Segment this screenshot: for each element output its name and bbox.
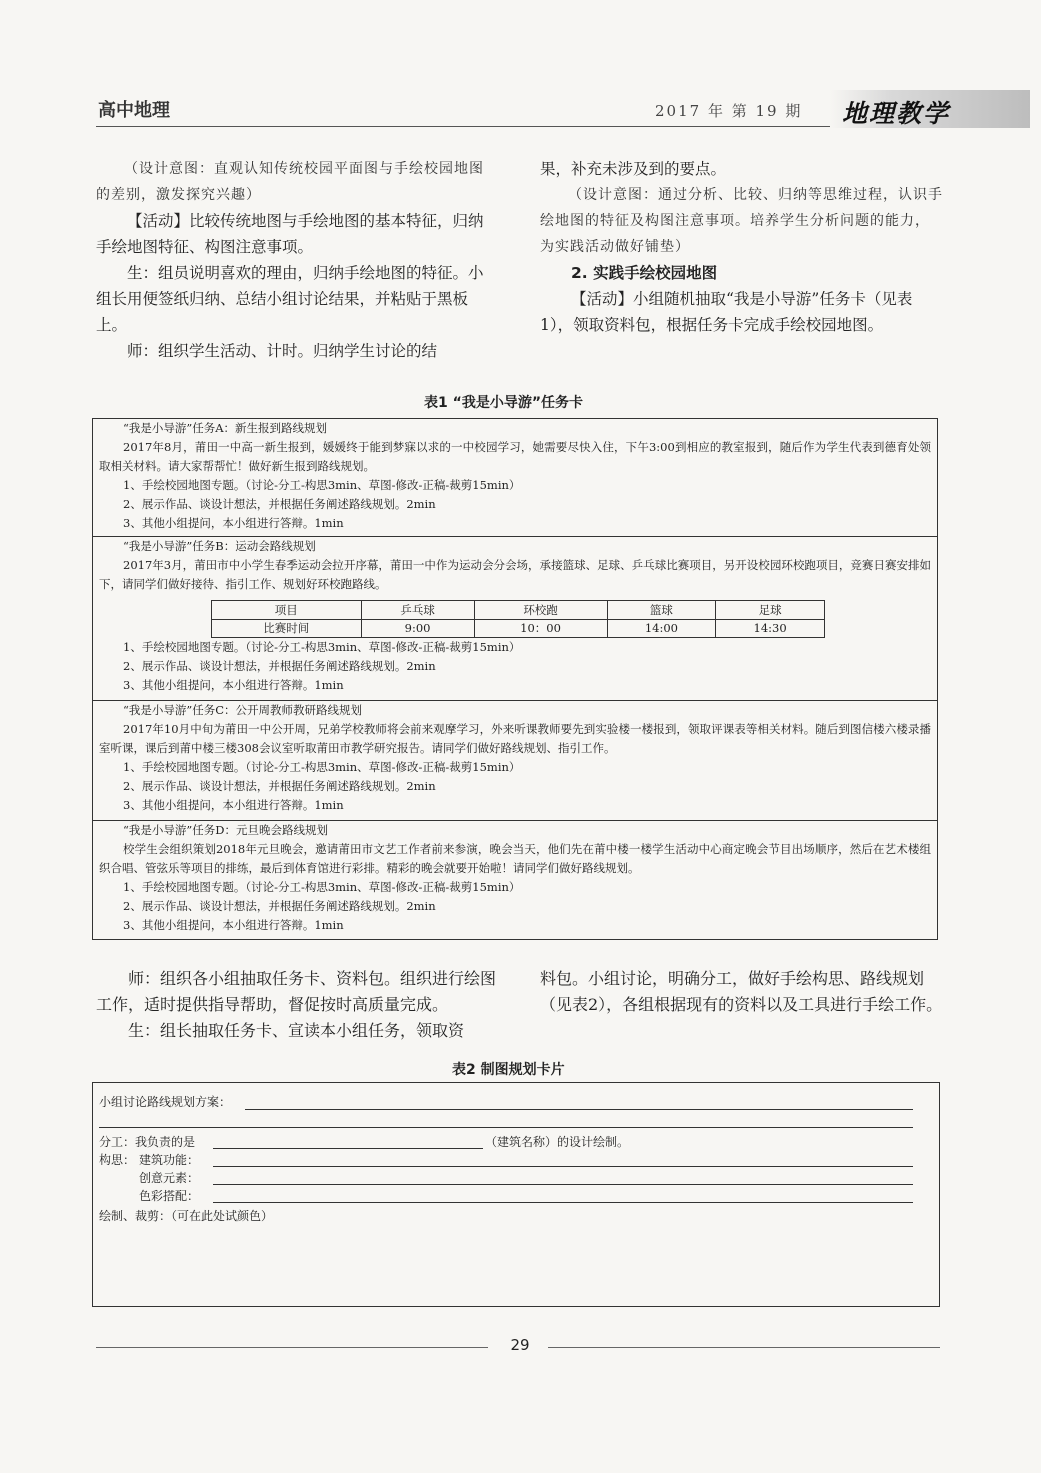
schedule-cell: 环校跑 bbox=[474, 601, 607, 620]
table1-title: 表1 “我是小导游”任务卡 bbox=[424, 395, 584, 411]
task-step: 1、手绘校园地图专题。（讨论-分工-构思3min、草图-修改-正稿-裁剪15min） bbox=[123, 478, 521, 492]
teacher-paragraph: 师：组织学生活动、计时。归纳学生讨论的结 bbox=[127, 342, 438, 360]
left-column-bottom bbox=[96, 966, 502, 1044]
schedule-cell: 9:00 bbox=[361, 619, 474, 638]
right-column-bottom bbox=[540, 966, 944, 1018]
schedule-row-times bbox=[212, 619, 825, 638]
task-card-c bbox=[93, 701, 937, 821]
paragraph-continued: 料包。小组讨论，明确分工，做好手绘构思、路线规划（见表2），各组根据现有的资料以及工具进行手绘工作。 bbox=[540, 969, 943, 1014]
task-card-b bbox=[93, 537, 937, 701]
task-step: 3、其他小组提问，本小组进行答辩。1min bbox=[123, 798, 344, 812]
design-intent: （设计意图：通过分析、比较、归纳等思维过程，认识手绘地图的特征及构图注意事项。培养学生分析问题的能力，为实践活动做好铺垫） bbox=[540, 187, 943, 255]
task-step: 2、展示作品、谈设计想法，并根据任务阐述路线规划。2min bbox=[123, 497, 436, 511]
schedule-cell: 10：00 bbox=[474, 619, 607, 638]
student-paragraph: 生：组长抽取任务卡、宣读本小组任务，领取资 bbox=[128, 1021, 465, 1040]
teacher-paragraph: 师：组织各小组抽取任务卡、资料包。组织进行绘图工作，适时提供指导帮助，督促按时高质量完成。 bbox=[96, 969, 497, 1014]
section-heading: 2. 实践手绘校园地图 bbox=[571, 264, 718, 282]
header-rule bbox=[96, 126, 830, 127]
task-card-d bbox=[93, 821, 937, 941]
issue-number: 2017 年 第 19 期 bbox=[655, 102, 803, 120]
concept-creative-line bbox=[213, 1184, 913, 1185]
journal-logo bbox=[830, 90, 1030, 128]
activity-paragraph: 【活动】比较传统地图与手绘地图的基本特征，归纳手绘地图特征、构图注意事项。 bbox=[96, 212, 484, 256]
schedule-row-events bbox=[212, 601, 825, 620]
schedule-cell: 乒乓球 bbox=[361, 601, 474, 620]
task-step: 3、其他小组提问，本小组进行答辩。1min bbox=[123, 918, 344, 932]
schedule-cell: 14:00 bbox=[607, 619, 716, 638]
concept-label: 构思： bbox=[99, 1153, 136, 1167]
schedule-cell: 比赛时间 bbox=[212, 619, 362, 638]
task-step: 1、手绘校园地图专题。（讨论-分工-构思3min、草图-修改-正稿-裁剪15min） bbox=[123, 880, 521, 894]
task-description: 2017年3月，莆田市中小学生春季运动会拉开序幕，莆田一中作为运动会分会场，承接篮球、足球、乒乓球比赛项目，另开设校园环校跑项目，竞赛日赛安排如下，请同学们做好接待、指引工作、规划好环校跑路线。 bbox=[99, 558, 931, 591]
task-heading: “我是小导游”任务B：运动会路线规划 bbox=[123, 539, 316, 553]
student-paragraph: 生：组员说明喜欢的理由，归纳手绘地图的特征。小组长用便签纸归纳、总结小组讨论结果，并粘贴于黑板上。 bbox=[96, 264, 484, 334]
task-step: 2、展示作品、谈设计想法，并根据任务阐述路线规划。2min bbox=[123, 899, 436, 913]
division-label: 分工：我负责的是 bbox=[99, 1135, 196, 1149]
task-step: 1、手绘校园地图专题。（讨论-分工-构思3min、草图-修改-正稿-裁剪15min） bbox=[123, 640, 521, 654]
activity-paragraph: 【活动】小组随机抽取“我是小导游”任务卡（见表1），领取资料包，根据任务卡完成手绘校园地图。 bbox=[540, 290, 913, 334]
task-step: 2、展示作品、谈设计想法，并根据任务阐述路线规划。2min bbox=[123, 779, 436, 793]
task-description: 2017年10月中旬为莆田一中公开周，兄弟学校教师将会前来观摩学习，外来听课教师要先到实验楼一楼报到，领取评课表等相关材料。随后到图信楼六楼录播室听课，课后到莆中楼三楼308会议室听取莆田市教学研究报告。请同学们做好路线规划、指引工作。 bbox=[99, 722, 931, 755]
concept-color-line bbox=[213, 1202, 913, 1203]
concept-function-line bbox=[213, 1166, 913, 1167]
task-step: 3、其他小组提问，本小组进行答辩。1min bbox=[123, 678, 344, 692]
table2-title: 表2 制图规划卡片 bbox=[452, 1062, 565, 1078]
journal-section: 高中地理 bbox=[98, 100, 170, 121]
building-name-line bbox=[213, 1148, 483, 1149]
task-step: 1、手绘校园地图专题。（讨论-分工-构思3min、草图-修改-正稿-裁剪15min） bbox=[123, 760, 521, 774]
route-plan-label: 小组讨论路线规划方案： bbox=[99, 1095, 232, 1109]
division-suffix: （建筑名称）的设计绘制。 bbox=[485, 1135, 630, 1149]
task-heading: “我是小导游”任务A：新生报到路线规划 bbox=[123, 421, 328, 435]
schedule-cell: 14:30 bbox=[716, 619, 825, 638]
planning-card-table bbox=[92, 1082, 940, 1307]
task-description: 2017年8月，莆田一中高一新生报到，媛媛终于能到梦寐以求的一中校园学习，她需要尽快入住，下午3:00到相应的教室报到，随后作为学生代表到德育处领取相关材料。请大家帮帮忙！做好新生报到路线规划。 bbox=[99, 440, 931, 473]
match-schedule-table bbox=[211, 600, 825, 638]
concept-function-label: 建筑功能： bbox=[139, 1153, 200, 1167]
left-column-top bbox=[96, 156, 498, 364]
task-card-a bbox=[93, 419, 937, 537]
footer-rule-left bbox=[96, 1347, 488, 1348]
route-plan-line-2 bbox=[99, 1127, 913, 1128]
design-intent: （设计意图：直观认知传统校园平面图与手绘校园地图的差别，激发探究兴趣） bbox=[96, 161, 484, 203]
task-description: 校学生会组织策划2018年元旦晚会，邀请莆田市文艺工作者前来参演，晚会当天，他们先在莆中楼一楼学生活动中心商定晚会节目出场顺序，然后在艺术楼组织合唱、管弦乐等项目的排练，最后到体育馆进行彩排。精彩的晚会就要开始啦！请同学们做好路线规划。 bbox=[99, 842, 931, 875]
drawing-label: 绘制、裁剪：（可在此处试颜色） bbox=[99, 1209, 274, 1223]
journal-logo-text: 地理教学 bbox=[842, 99, 951, 128]
schedule-cell: 篮球 bbox=[607, 601, 716, 620]
task-heading: “我是小导游”任务D：元旦晚会路线规划 bbox=[123, 823, 328, 837]
route-plan-line bbox=[245, 1109, 913, 1110]
concept-creative-label: 创意元素： bbox=[139, 1171, 200, 1185]
task-card-table bbox=[92, 418, 938, 940]
page-number: 29 bbox=[510, 1336, 530, 1354]
concept-color-label: 色彩搭配： bbox=[139, 1189, 200, 1203]
paragraph-continued: 果，补充未涉及到的要点。 bbox=[540, 160, 727, 178]
footer-rule-right bbox=[548, 1347, 940, 1348]
schedule-cell: 项目 bbox=[212, 601, 362, 620]
task-step: 3、其他小组提问，本小组进行答辩。1min bbox=[123, 516, 344, 530]
task-heading: “我是小导游”任务C：公开周教师教研路线规划 bbox=[123, 703, 363, 717]
right-column-top bbox=[540, 156, 944, 338]
task-step: 2、展示作品、谈设计想法，并根据任务阐述路线规划。2min bbox=[123, 659, 436, 673]
schedule-cell: 足球 bbox=[716, 601, 825, 620]
